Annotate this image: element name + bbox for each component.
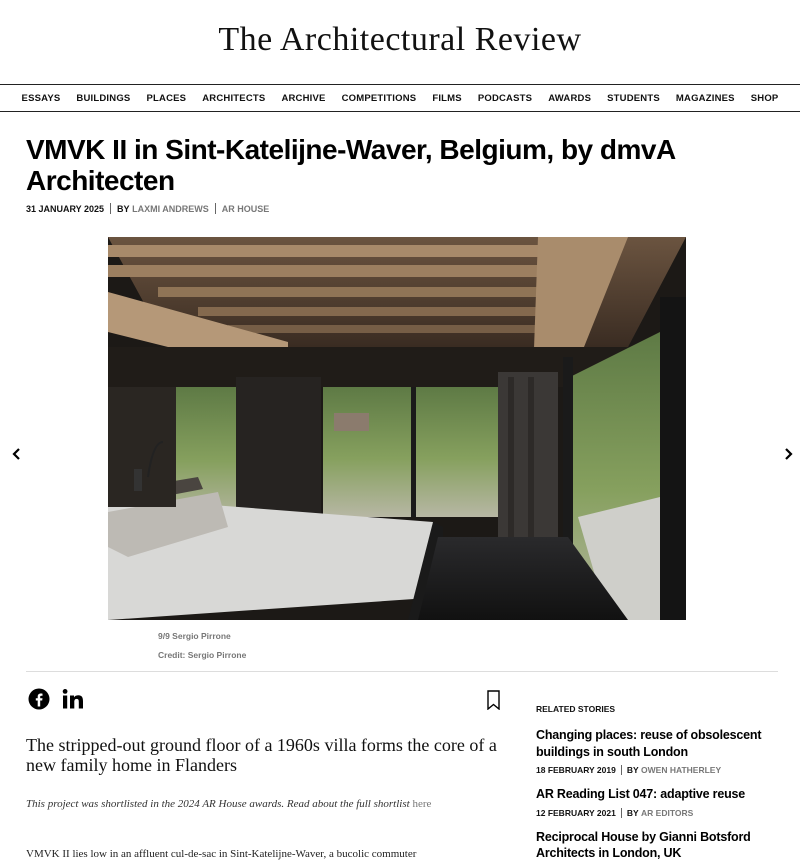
section-divider: [26, 671, 778, 672]
article-date: 31 JANUARY 2025: [26, 203, 105, 214]
related-story-date: 12 FEBRUARY 2021: [536, 807, 616, 818]
article-meta: [26, 203, 269, 214]
gallery-credit: Credit: Sergio Pirrone: [158, 650, 247, 660]
related-story-title[interactable]: AR Reading List 047: adaptive reuse: [536, 787, 746, 801]
meta-divider: [110, 203, 111, 214]
gallery-image[interactable]: [108, 237, 686, 620]
nav-item-students[interactable]: STUDENTS: [607, 92, 660, 104]
article-standfirst: The stripped-out ground floor of a 1960s villa forms the core of a new family home in Flanders: [26, 735, 497, 775]
gallery-counter: 9/9 Sergio Pirrone: [158, 631, 231, 641]
bookmark-button[interactable]: [487, 690, 500, 710]
nav-item-essays[interactable]: ESSAYS: [21, 92, 61, 104]
bookmark-icon: [487, 690, 500, 710]
nav-item-awards[interactable]: AWARDS: [548, 92, 592, 104]
related-story-title[interactable]: Changing places: reuse of obsolescent buildings in south London: [536, 728, 762, 759]
related-stories: [536, 704, 776, 863]
nav-item-podcasts[interactable]: PODCASTS: [477, 92, 533, 104]
nav-item-magazines[interactable]: MAGAZINES: [675, 92, 735, 104]
related-story[interactable]: [536, 829, 776, 862]
meta-divider: [621, 765, 622, 775]
article-section-link[interactable]: AR HOUSE: [221, 203, 270, 214]
related-story-meta: [536, 808, 776, 818]
nav-item-architects[interactable]: ARCHITECTS: [202, 92, 266, 104]
nav-item-places[interactable]: PLACES: [146, 92, 187, 104]
gallery-caption: [158, 627, 246, 665]
related-story-meta: [536, 765, 776, 775]
related-heading: RELATED STORIES: [536, 704, 616, 714]
related-story-author[interactable]: AR EDITORS: [641, 807, 694, 818]
related-story[interactable]: [536, 727, 776, 775]
article-body-first-line: VMVK II lies low in an affluent cul-de-sac in Sint-Katelijne-Waver, a bucolic commuter: [26, 848, 417, 860]
related-story[interactable]: [536, 786, 776, 818]
meta-divider: [215, 203, 216, 214]
nav-item-buildings[interactable]: BUILDINGS: [76, 92, 131, 104]
note-text: This project was shortlisted in the 2024 AR House awards. Read about the full shortlist: [26, 798, 410, 810]
article-by: BY: [117, 203, 130, 214]
facebook-icon: [28, 688, 50, 710]
facebook-share-button[interactable]: [28, 688, 50, 710]
gallery-next-button[interactable]: [781, 446, 795, 462]
linkedin-share-button[interactable]: [62, 688, 84, 710]
gallery-prev-button[interactable]: [10, 446, 24, 462]
share-bar: [28, 688, 84, 710]
article-title: VMVK II in Sint-Katelijne-Waver, Belgium, by dmvA Architecten: [26, 134, 675, 196]
article-note: [26, 796, 496, 812]
linkedin-icon: [62, 688, 84, 710]
chevron-right-icon: [781, 446, 795, 462]
site-logo[interactable]: The Architectural Review: [218, 21, 582, 58]
related-story-date: 18 FEBRUARY 2019: [536, 765, 616, 775]
meta-divider: [621, 808, 622, 818]
related-story-by: BY: [626, 765, 639, 775]
related-story-title[interactable]: Reciprocal House by Gianni Botsford Architects in London, UK: [536, 829, 751, 860]
shortlist-link[interactable]: here: [412, 798, 432, 810]
nav-item-shop[interactable]: SHOP: [750, 92, 779, 104]
nav-item-films[interactable]: FILMS: [432, 92, 462, 104]
nav-item-archive[interactable]: ARCHIVE: [281, 92, 326, 104]
chevron-left-icon: [10, 446, 24, 462]
masthead: [0, 0, 800, 84]
related-story-author[interactable]: OWEN HATHERLEY: [641, 765, 722, 775]
article-author-link[interactable]: LAXMI ANDREWS: [132, 203, 209, 214]
main-nav: [0, 84, 800, 112]
bedroom-photo: [108, 237, 686, 620]
related-story-by: BY: [626, 807, 639, 818]
nav-item-competitions[interactable]: COMPETITIONS: [341, 92, 417, 104]
